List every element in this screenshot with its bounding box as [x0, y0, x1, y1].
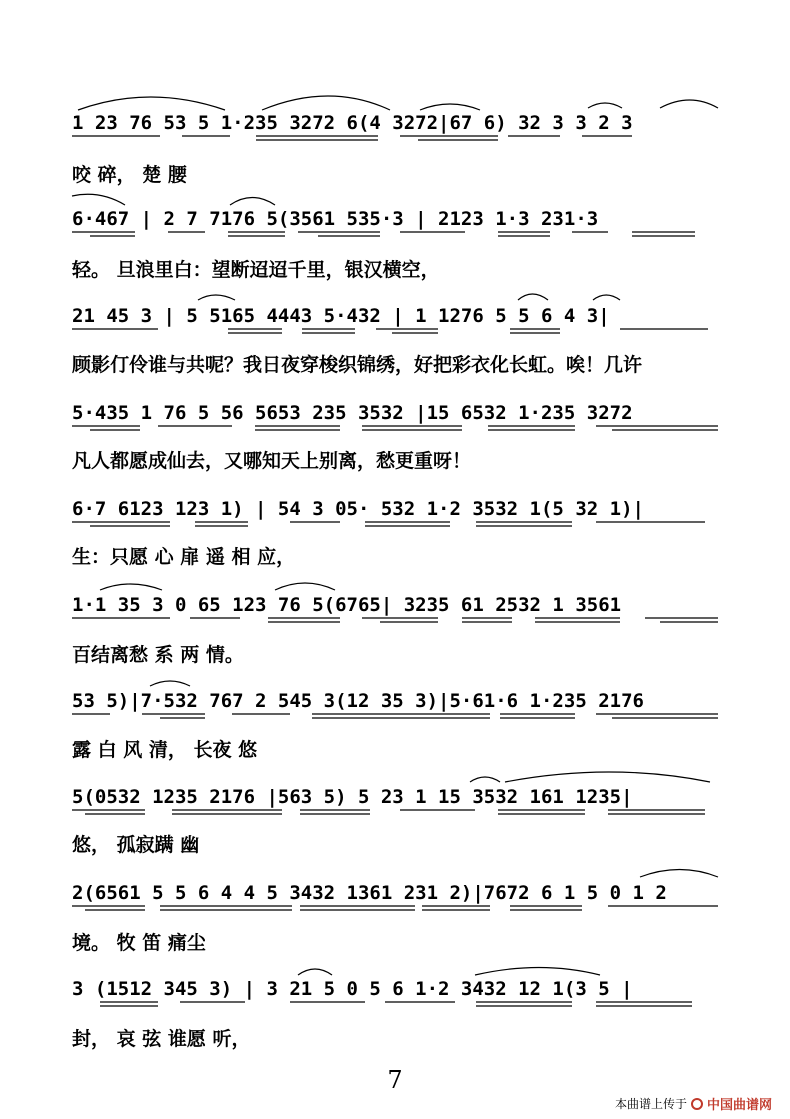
notation-line-1: 1 23 76 53 5 1·235 3272 6(4 3272|67 6) 32 3 3 2 3: [72, 112, 633, 134]
lyrics-line-8: 悠， 孤寂蹒 幽: [72, 834, 200, 856]
notation-line-4: 5·435 1 76 5 56 5653 235 3532 |15 6532 1·235 3272: [72, 402, 633, 424]
notation-line-9: 2(6561 5 5 6 4 4 5 3432 1361 231 2)|7672 6 1 5 0 1 2: [72, 882, 667, 904]
lyrics-line-9: 境。 牧 笛 痛尘: [72, 932, 206, 954]
lyrics-line-7: 露 白 风 清， 长夜 悠: [72, 739, 258, 761]
lyrics-line-1: 咬 碎， 楚 腰: [72, 164, 187, 186]
notation-line-8: 5(0532 1235 2176 |563 5) 5 23 1 15 3532 161 1235|: [72, 786, 633, 808]
lyrics-line-10: 封， 哀 弦 谁愿 听，: [72, 1028, 251, 1050]
notation-line-2: 6·467 | 2 7 7176 5(3561 535·3 | 2123 1·3 231·3: [72, 208, 599, 230]
lyrics-line-4: 凡人都愿成仙去，又哪知天上别离，愁更重呀！: [72, 450, 472, 472]
lyrics-line-6: 百结离愁 系 两 情。: [72, 644, 244, 666]
footer-credit: [615, 1094, 772, 1113]
lyrics-line-5: 生：只愿 心 扉 遥 相 应，: [72, 546, 296, 568]
notation-line-5: 6·7 6123 123 1) | 54 3 05· 532 1·2 3532 1(5 32 1)|: [72, 498, 644, 520]
notation-line-10: 3 (1512 345 3) | 3 21 5 0 5 6 1·2 3432 12 1(3 5 |: [72, 978, 633, 1000]
lyrics-line-3: 顾影仃伶谁与共呢？我日夜穿梭织锦绣，好把彩衣化长虹。唉！几许: [72, 354, 643, 376]
notation-line-3: 21 45 3 | 5 5165 4443 5·432 | 1 1276 5 5 6 4 3|: [72, 305, 610, 327]
site-logo-icon: [691, 1098, 703, 1110]
notation-line-7: 53 5)|7·532 767 2 545 3(12 35 3)|5·61·6 1·235 2176: [72, 690, 644, 712]
lyrics-line-2: 轻。 旦浪里白：望断迢迢千里，银汉横空，: [72, 259, 440, 281]
page-number: 7: [387, 1066, 403, 1094]
notation-line-6: 1·1 35 3 0 65 123 76 5(6765| 3235 61 2532 1 3561: [72, 594, 622, 616]
footer-site-name[interactable]: 中国曲谱网: [706, 1098, 772, 1113]
footer-text: 本曲谱上传于: [614, 1097, 687, 1111]
